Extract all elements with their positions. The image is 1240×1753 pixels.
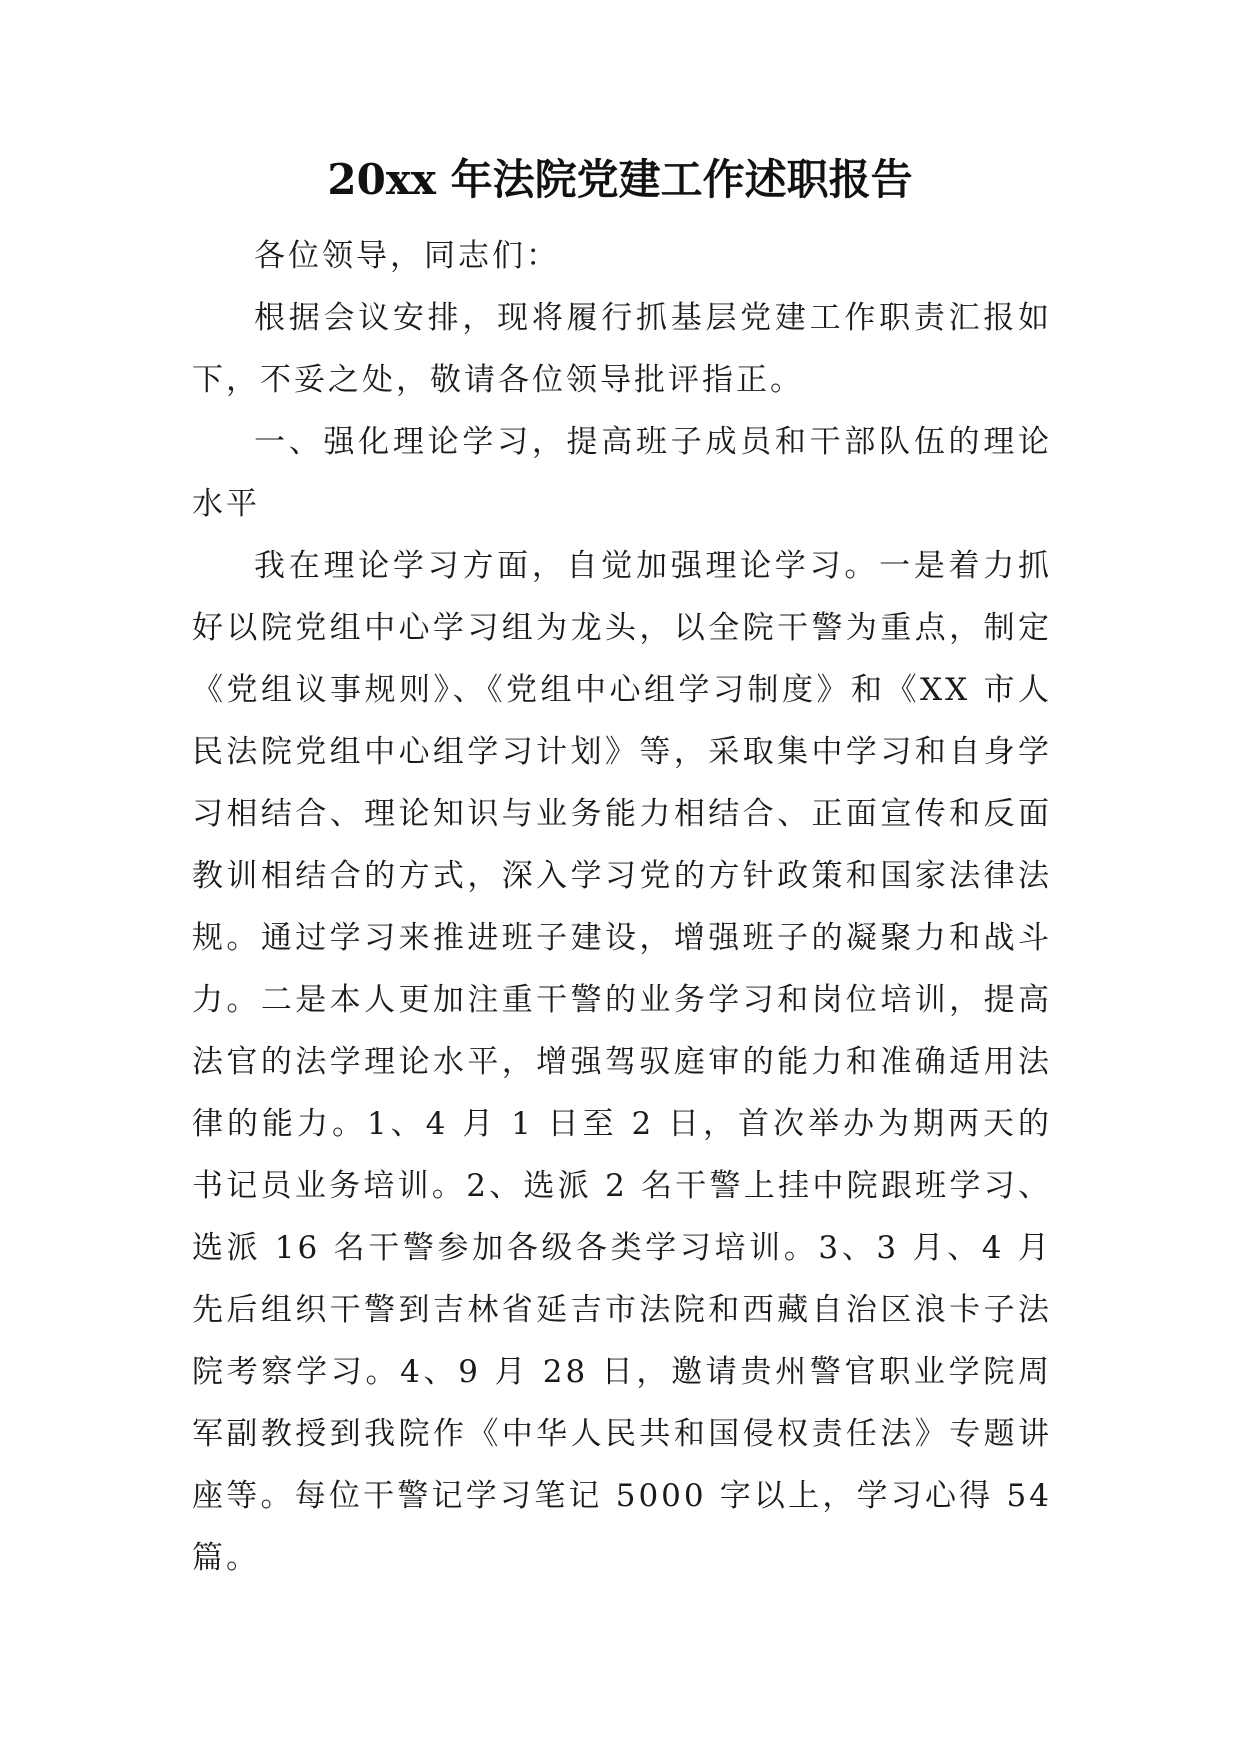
document-title: 20xx 年法院党建工作述职报告 <box>327 155 913 204</box>
salutation-paragraph: 各位领导，同志们： <box>254 238 560 274</box>
content-paragraph: 我在理论学习方面，自觉加强理论学习。一是着力抓好以院党组中心学习组为龙头，以全院干警为重点，制定《党组议事规则》、《党组中心组学习制度》和《XX 市人民法院党组中心组学习计划》等，采取集中学习和自身学习相结合、理论知识与业务能力相结合、正面宣传和反面教训相结合的方式，深入学习党的方针政策和国家法律法规。通过学习来推进班子建设，增强班子的凝聚力和战斗力。二是本人更加注重干警的业务学习和岗位培训，提高法官的法学理论水平，增强驾驭庭审的能力和准确适用法律的能力。1、4 月 1 日至 2 日，首次举办为期两天的书记员业务培训。2、选派 2 名干警上挂中院跟班学习、选派 16 名干警参加各级各类学习培训。3、3 月、4 月先后组织干警到吉林省延吉市法院和西藏自治区浪卡子法院考察学习。4、9 月 28 日，邀请贵州警官职业学院周军副教授到我院作《中华人民共和国侵权责任法》专题讲座等。每位干警记学习笔记 5000 字以上，学习心得 54 篇。 <box>192 548 1052 1576</box>
section-heading-paragraph: 一、强化理论学习，提高班子成员和干部队伍的理论水平 <box>192 424 1052 522</box>
intro-paragraph: 根据会议安排，现将履行抓基层党建工作职责汇报如下，不妥之处，敬请各位领导批评指正。 <box>192 300 1052 398</box>
document-body <box>192 225 1052 1589</box>
